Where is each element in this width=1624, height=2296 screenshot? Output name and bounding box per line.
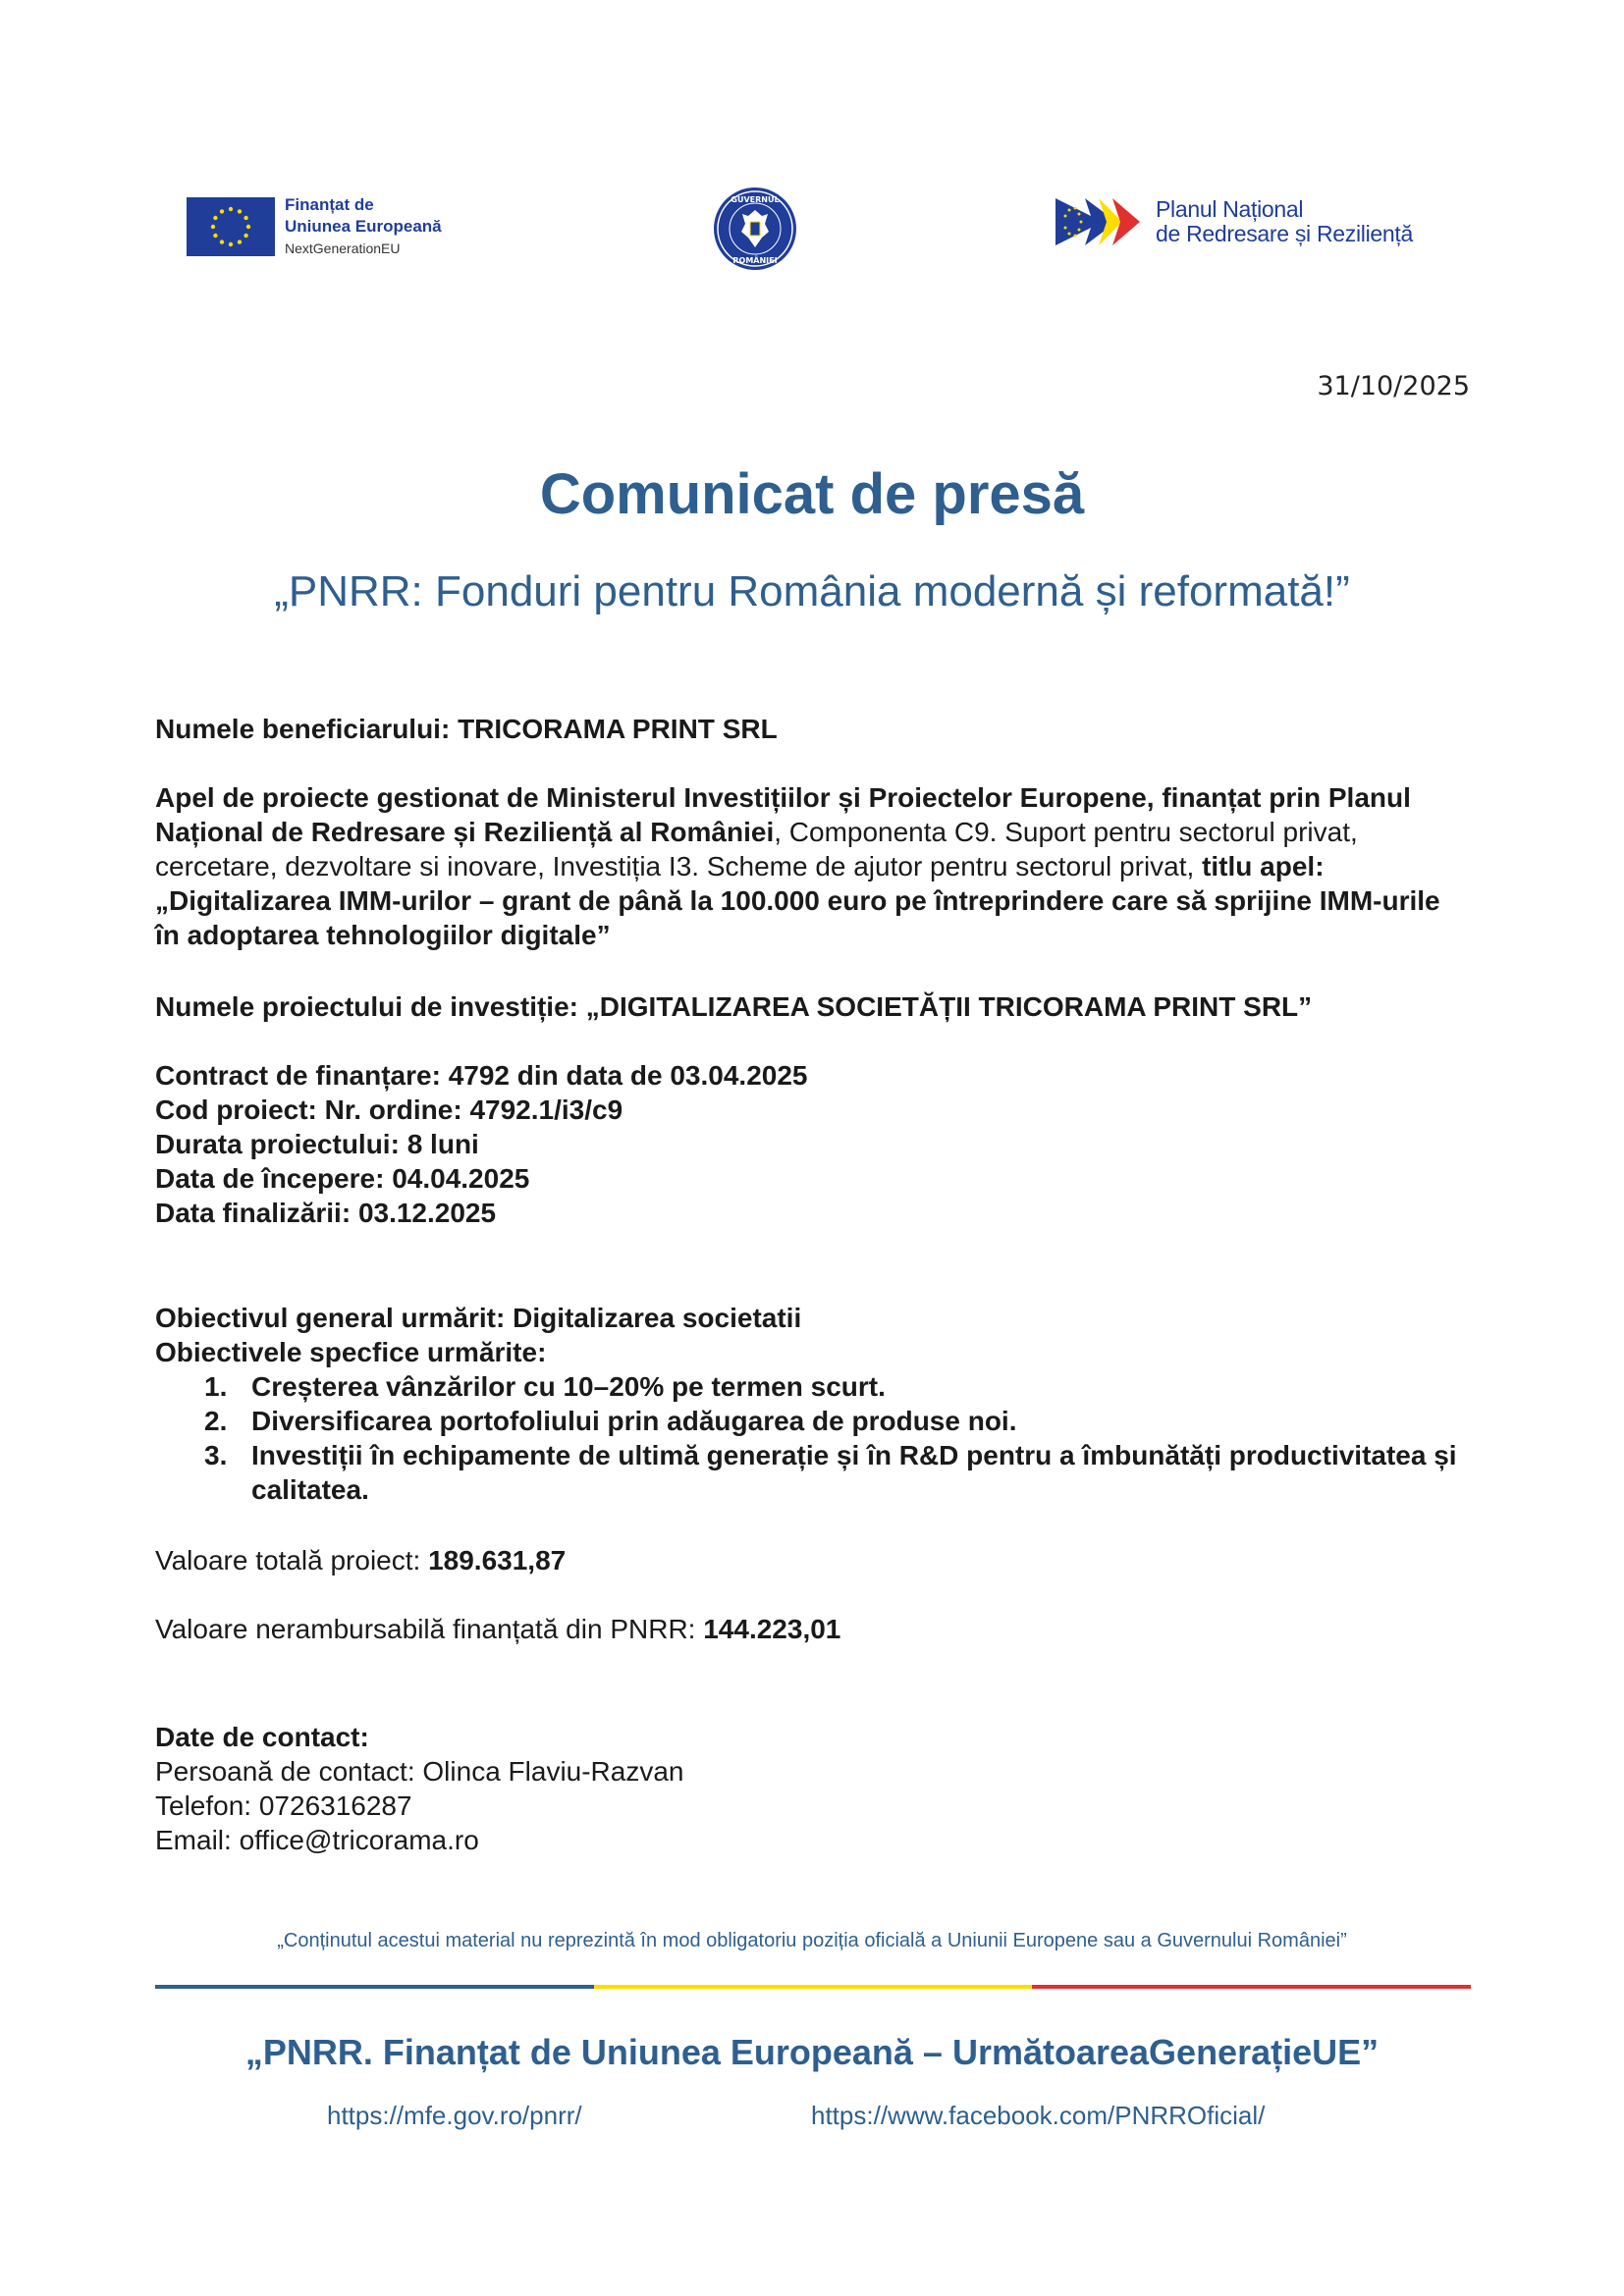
contract-line: [155, 1058, 1471, 1093]
grant-value-line: [155, 1612, 1471, 1646]
page-title: Comunicat de presă: [539, 462, 1085, 526]
list-item: [155, 1369, 1471, 1404]
project-name-value: „DIGITALIZAREA SOCIETĂȚII TRICORAMA PRINT SRL”: [585, 991, 1313, 1022]
eu-star-icon: [244, 216, 247, 220]
pnrr-logo-line2: de Redresare și Reziliență: [1156, 221, 1413, 246]
general-objective-label: Obiectivul general urmărit:: [155, 1303, 514, 1333]
pnrr-logo: [1056, 196, 1413, 247]
pnrr-logo-line1: Planul Național: [1156, 196, 1304, 222]
eu-flag-icon: [187, 197, 275, 256]
duration-label: Durata proiectului:: [155, 1129, 407, 1159]
start-date-label: Data de începere:: [155, 1163, 393, 1194]
project-code-label: Cod proiect: Nr. ordine:: [155, 1095, 470, 1125]
eu-star-icon: [220, 209, 224, 213]
start-date-line: [155, 1161, 1471, 1196]
list-item-number: 3.: [204, 1440, 228, 1470]
objectives-list: [155, 1369, 1471, 1507]
beneficiary-value: TRICORAMA PRINT SRL: [458, 714, 778, 744]
mfe-link[interactable]: https://mfe.gov.ro/pnrr/: [327, 2101, 582, 2130]
contract-details: [155, 1058, 1471, 1230]
end-date-line: [155, 1196, 1471, 1230]
list-item: [155, 1438, 1471, 1507]
footer-slogan: „PNRR. Finanțat de Uniunea Europeană – UrmătoareaGenerațieUE”: [244, 2032, 1380, 2072]
tricolor-divider: [155, 1985, 1471, 1989]
total-value-amount: 189.631,87: [428, 1545, 567, 1575]
list-item-number: 2.: [204, 1406, 228, 1436]
end-date-label: Data finalizării:: [155, 1198, 358, 1228]
start-date-value: 04.04.2025: [392, 1163, 530, 1194]
eu-star-icon: [244, 234, 247, 238]
eu-logo-line1: Finanțat de: [285, 195, 374, 214]
pnrr-arrows-icon: [1056, 196, 1146, 247]
end-date-value: 03.12.2025: [357, 1198, 497, 1228]
project-code-value: 4792.1/i3/c9: [469, 1095, 623, 1125]
call-part2: , Componenta C9. Suport pentru sectorul privat, cercetare, dezvoltare si inovare, Investiția I3. Scheme de ajutor pentru sectorul privat,: [155, 817, 1358, 881]
svg-text:ROMÂNIEI: ROMÂNIEI: [732, 256, 778, 265]
contract-label: Contract de finanțare:: [155, 1060, 449, 1091]
specific-objectives-label: Obiectivele specfice urmărite:: [155, 1337, 547, 1367]
project-code-line: [155, 1093, 1471, 1127]
eu-star-icon: [246, 225, 250, 229]
eu-logo-line3: NextGenerationEU: [285, 240, 401, 256]
general-objective-value: Digitalizarea societatii: [513, 1303, 802, 1333]
project-name-label: Numele proiectului de investiție:: [155, 991, 586, 1022]
objectives-section: [155, 1301, 1471, 1507]
eu-star-icon: [211, 225, 215, 229]
eu-star-icon: [213, 234, 217, 238]
eu-star-icon: [238, 209, 242, 213]
eu-star-icon: [220, 240, 224, 243]
disclaimer: „Conținutul acestui material nu reprezintă în mod obligatoriu poziția oficială a Uniunii Europene sau a Guvernului României”: [277, 1930, 1347, 1951]
contact-phone: Telefon: 0726316287: [155, 1790, 412, 1821]
facebook-link[interactable]: https://www.facebook.com/PNRROficial/: [811, 2101, 1266, 2130]
list-item: [155, 1404, 1471, 1438]
general-objective-line: [155, 1301, 1471, 1335]
duration-line: [155, 1127, 1471, 1161]
eu-star-icon: [229, 242, 233, 246]
contact-section: [155, 1720, 1471, 1857]
eu-funding-logo: [187, 194, 442, 259]
total-value-label: Valoare totală proiect:: [155, 1545, 429, 1575]
call-description: [155, 780, 1471, 952]
list-item-number: 1.: [204, 1371, 228, 1402]
eu-star-icon: [238, 240, 242, 243]
contract-value: 4792 din data de 03.04.2025: [448, 1060, 808, 1091]
eu-logo-line2: Uniunea Europeană: [285, 217, 442, 236]
grant-value-amount: 144.223,01: [703, 1614, 841, 1644]
romanian-government-seal-icon: [713, 187, 797, 271]
contact-person: Persoană de contact: Olinca Flaviu-Razvan: [155, 1756, 684, 1787]
eu-star-icon: [229, 207, 233, 211]
page-subtitle: „PNRR: Fonduri pentru România modernă și reformată!”: [274, 567, 1350, 615]
duration-value: 8 luni: [406, 1129, 479, 1159]
document-date: 31/10/2025: [1317, 371, 1470, 401]
contact-heading: Date de contact:: [155, 1722, 369, 1752]
call-part3: titlu apel: „Digitalizarea IMM-urilor – grant de până la 100.000 euro pe întreprindere care să sprijine IMM-urile în adoptarea tehnologiilor digitale”: [155, 851, 1440, 950]
list-item-text: Creșterea vânzărilor cu 10–20% pe termen scurt.: [251, 1371, 886, 1402]
grant-value-label: Valoare nerambursabilă finanțată din PNRR:: [155, 1614, 704, 1644]
svg-text:GUVERNUL: GUVERNUL: [731, 195, 780, 204]
eu-star-icon: [213, 216, 217, 220]
call-part1: Apel de proiecte gestionat de Ministerul Investițiilor și Proiectelor Europene, finanțat prin Planul Național de Redresare și Reziliență al României: [155, 782, 1411, 847]
list-item-text: Investiții în echipamente de ultimă generație și în R&D pentru a îmbunătăți productivitatea și calitatea.: [251, 1440, 1457, 1505]
total-value-line: [155, 1543, 1471, 1577]
project-name-line: [155, 989, 1471, 1024]
beneficiary-line: [155, 712, 1471, 746]
beneficiary-label: Numele beneficiarului:: [155, 714, 459, 744]
list-item-text: Diversificarea portofoliului prin adăugarea de produse noi.: [251, 1406, 1017, 1436]
contact-email: Email: office@tricorama.ro: [155, 1825, 479, 1855]
